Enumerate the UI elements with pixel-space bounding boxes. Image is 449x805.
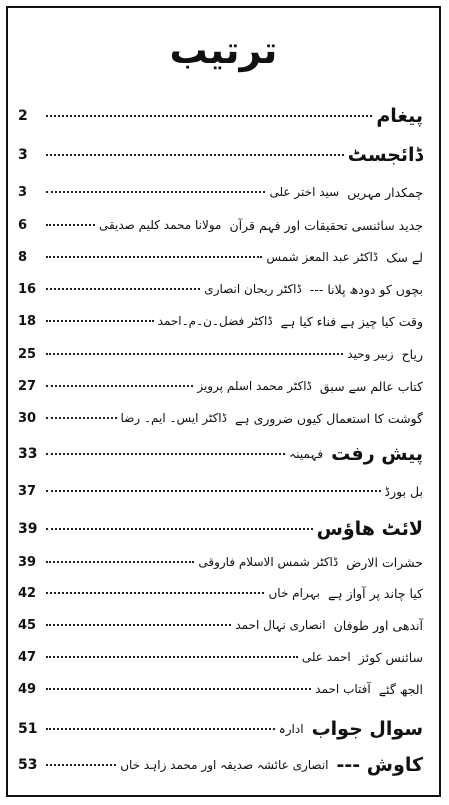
dot-leader — [46, 490, 381, 492]
page-number: 16 — [18, 281, 37, 297]
page-number: 49 — [18, 681, 37, 697]
dot-leader — [46, 385, 193, 387]
author-name: انصاری عائشہ صدیقہ اور محمد زاہد خاں — [120, 758, 329, 772]
section-title: سوال جواب — [311, 718, 423, 740]
page-number: 30 — [18, 410, 37, 426]
dot-leader — [46, 320, 154, 322]
article-row — [18, 277, 423, 301]
dot-leader — [46, 561, 194, 563]
section-row — [18, 751, 423, 779]
article-row — [18, 581, 423, 605]
dot-leader — [46, 224, 95, 226]
article-title: گوشت کا استعمال کیوں ضروری ہے — [234, 410, 423, 426]
author-name: انصاری نہال احمد — [235, 618, 326, 632]
article-row — [18, 550, 423, 574]
entry-text — [158, 314, 423, 329]
article-row — [18, 213, 423, 237]
author-name: ڈاکٹر ریحان انصاری — [204, 282, 302, 296]
article-row — [18, 645, 423, 669]
dot-leader — [46, 256, 262, 258]
page-number: 33 — [18, 446, 38, 462]
page-number: 37 — [18, 483, 37, 499]
dot-leader — [46, 154, 344, 156]
dot-leader — [46, 592, 264, 594]
page-number: 27 — [18, 378, 37, 394]
section-row — [18, 715, 423, 743]
entry-text — [302, 650, 423, 665]
dot-leader — [46, 728, 275, 730]
article-row — [18, 245, 423, 269]
page-number: 25 — [18, 346, 37, 362]
article-title: لے سک — [386, 249, 423, 265]
page-number: 51 — [18, 721, 38, 737]
page-number: 3 — [18, 184, 28, 200]
entry-text — [198, 555, 423, 570]
author-name: ادارہ — [278, 722, 304, 736]
dot-leader — [46, 115, 372, 117]
entry-text — [197, 379, 423, 394]
article-row — [18, 613, 423, 637]
author-name: فہمینہ — [289, 447, 324, 461]
dot-leader — [46, 764, 116, 766]
section-title: کاوش --- — [336, 754, 423, 776]
author-name: ڈاکٹر فضل۔ن۔م۔احمد — [157, 314, 273, 328]
article-title: آندھی اور طوفان — [333, 617, 423, 633]
page-number: 42 — [18, 585, 37, 601]
article-row — [18, 309, 423, 333]
entry-text — [99, 218, 423, 233]
entry-text — [315, 682, 423, 697]
page-number: 53 — [18, 757, 38, 773]
entry-text — [376, 105, 423, 127]
dot-leader — [46, 656, 298, 658]
author-name: سید اختر علی — [269, 185, 340, 199]
entry-text — [269, 185, 423, 200]
section-title: پیغام — [376, 105, 423, 127]
article-title: بچوں کو دودھ پلانا --- — [309, 281, 423, 297]
article-title: جدید سائنسی تحقیقات اور فہم قرآن — [229, 217, 423, 233]
author-name: مولانا محمد کلیم صدیقی — [98, 218, 222, 232]
page-number: 47 — [18, 649, 37, 665]
page-number: 45 — [18, 617, 37, 633]
author-name: ڈاکٹر شمس الاسلام فاروقی — [198, 555, 339, 569]
article-row — [18, 479, 423, 503]
page-number: 6 — [18, 217, 28, 233]
entry-text — [266, 250, 423, 265]
page-number: 8 — [18, 249, 28, 265]
contents-page — [6, 6, 441, 797]
entry-text — [317, 518, 423, 540]
entry-text — [279, 718, 423, 740]
article-title: کیا چاند پر آواز ہے — [327, 585, 423, 601]
article-title: کتاب عالم سے سبق — [319, 378, 423, 394]
dot-leader — [46, 191, 265, 193]
entry-text — [235, 618, 423, 633]
page-number: 3 — [18, 147, 28, 163]
entry-text — [385, 484, 423, 499]
article-title: حشرات الارض — [346, 554, 423, 570]
entry-text — [268, 586, 423, 601]
article-title: الجھ گئے — [378, 681, 423, 697]
author-name: آفتاب احمد — [315, 682, 371, 696]
article-title: چمکدار مہریں — [347, 184, 423, 200]
article-row — [18, 374, 423, 398]
author-name: بہرام خاں — [268, 586, 320, 600]
article-title: وقت کیا چیز ہے فناء کیا ہے — [280, 313, 423, 329]
section-title: پیش رفت — [331, 443, 423, 465]
dot-leader — [46, 353, 343, 355]
article-title: ریاح — [401, 346, 423, 362]
page-number: 2 — [18, 108, 28, 124]
dot-leader — [46, 624, 231, 626]
section-row — [18, 102, 423, 130]
article-row — [18, 406, 423, 430]
dot-leader — [46, 453, 285, 455]
author-name: ڈاکٹر ایس۔ ایم۔ رضا — [120, 411, 227, 425]
dot-leader — [46, 288, 200, 290]
author-name: زبیر وحید — [347, 347, 394, 361]
section-title: لائٹ ھاؤس — [316, 518, 423, 540]
entry-text — [347, 347, 423, 362]
dot-leader — [46, 528, 313, 530]
author-name: احمد علی — [301, 650, 351, 664]
entry-text — [120, 754, 423, 776]
author-name: ڈاکٹر عبد المعز شمس — [266, 250, 379, 264]
page-number: 18 — [18, 313, 37, 329]
section-title: ڈائجسٹ — [347, 144, 423, 166]
dot-leader — [46, 417, 117, 419]
dot-leader — [46, 688, 311, 690]
page-title: ترتیب — [169, 28, 278, 72]
entry-text — [121, 411, 423, 426]
author-name: ڈاکٹر محمد اسلم پرویز — [197, 379, 312, 393]
article-row — [18, 677, 423, 701]
article-row — [18, 180, 423, 204]
entry-text — [289, 443, 423, 465]
section-row — [18, 141, 423, 169]
entry-text — [204, 282, 423, 297]
entry-text — [348, 144, 423, 166]
section-row — [18, 515, 423, 543]
article-row — [18, 342, 423, 366]
article-title: سائنس کوئز — [358, 649, 423, 665]
article-title: بل بورڈ — [384, 483, 423, 499]
section-row — [18, 440, 423, 468]
page-number: 39 — [18, 554, 37, 570]
page-number: 39 — [18, 521, 38, 537]
